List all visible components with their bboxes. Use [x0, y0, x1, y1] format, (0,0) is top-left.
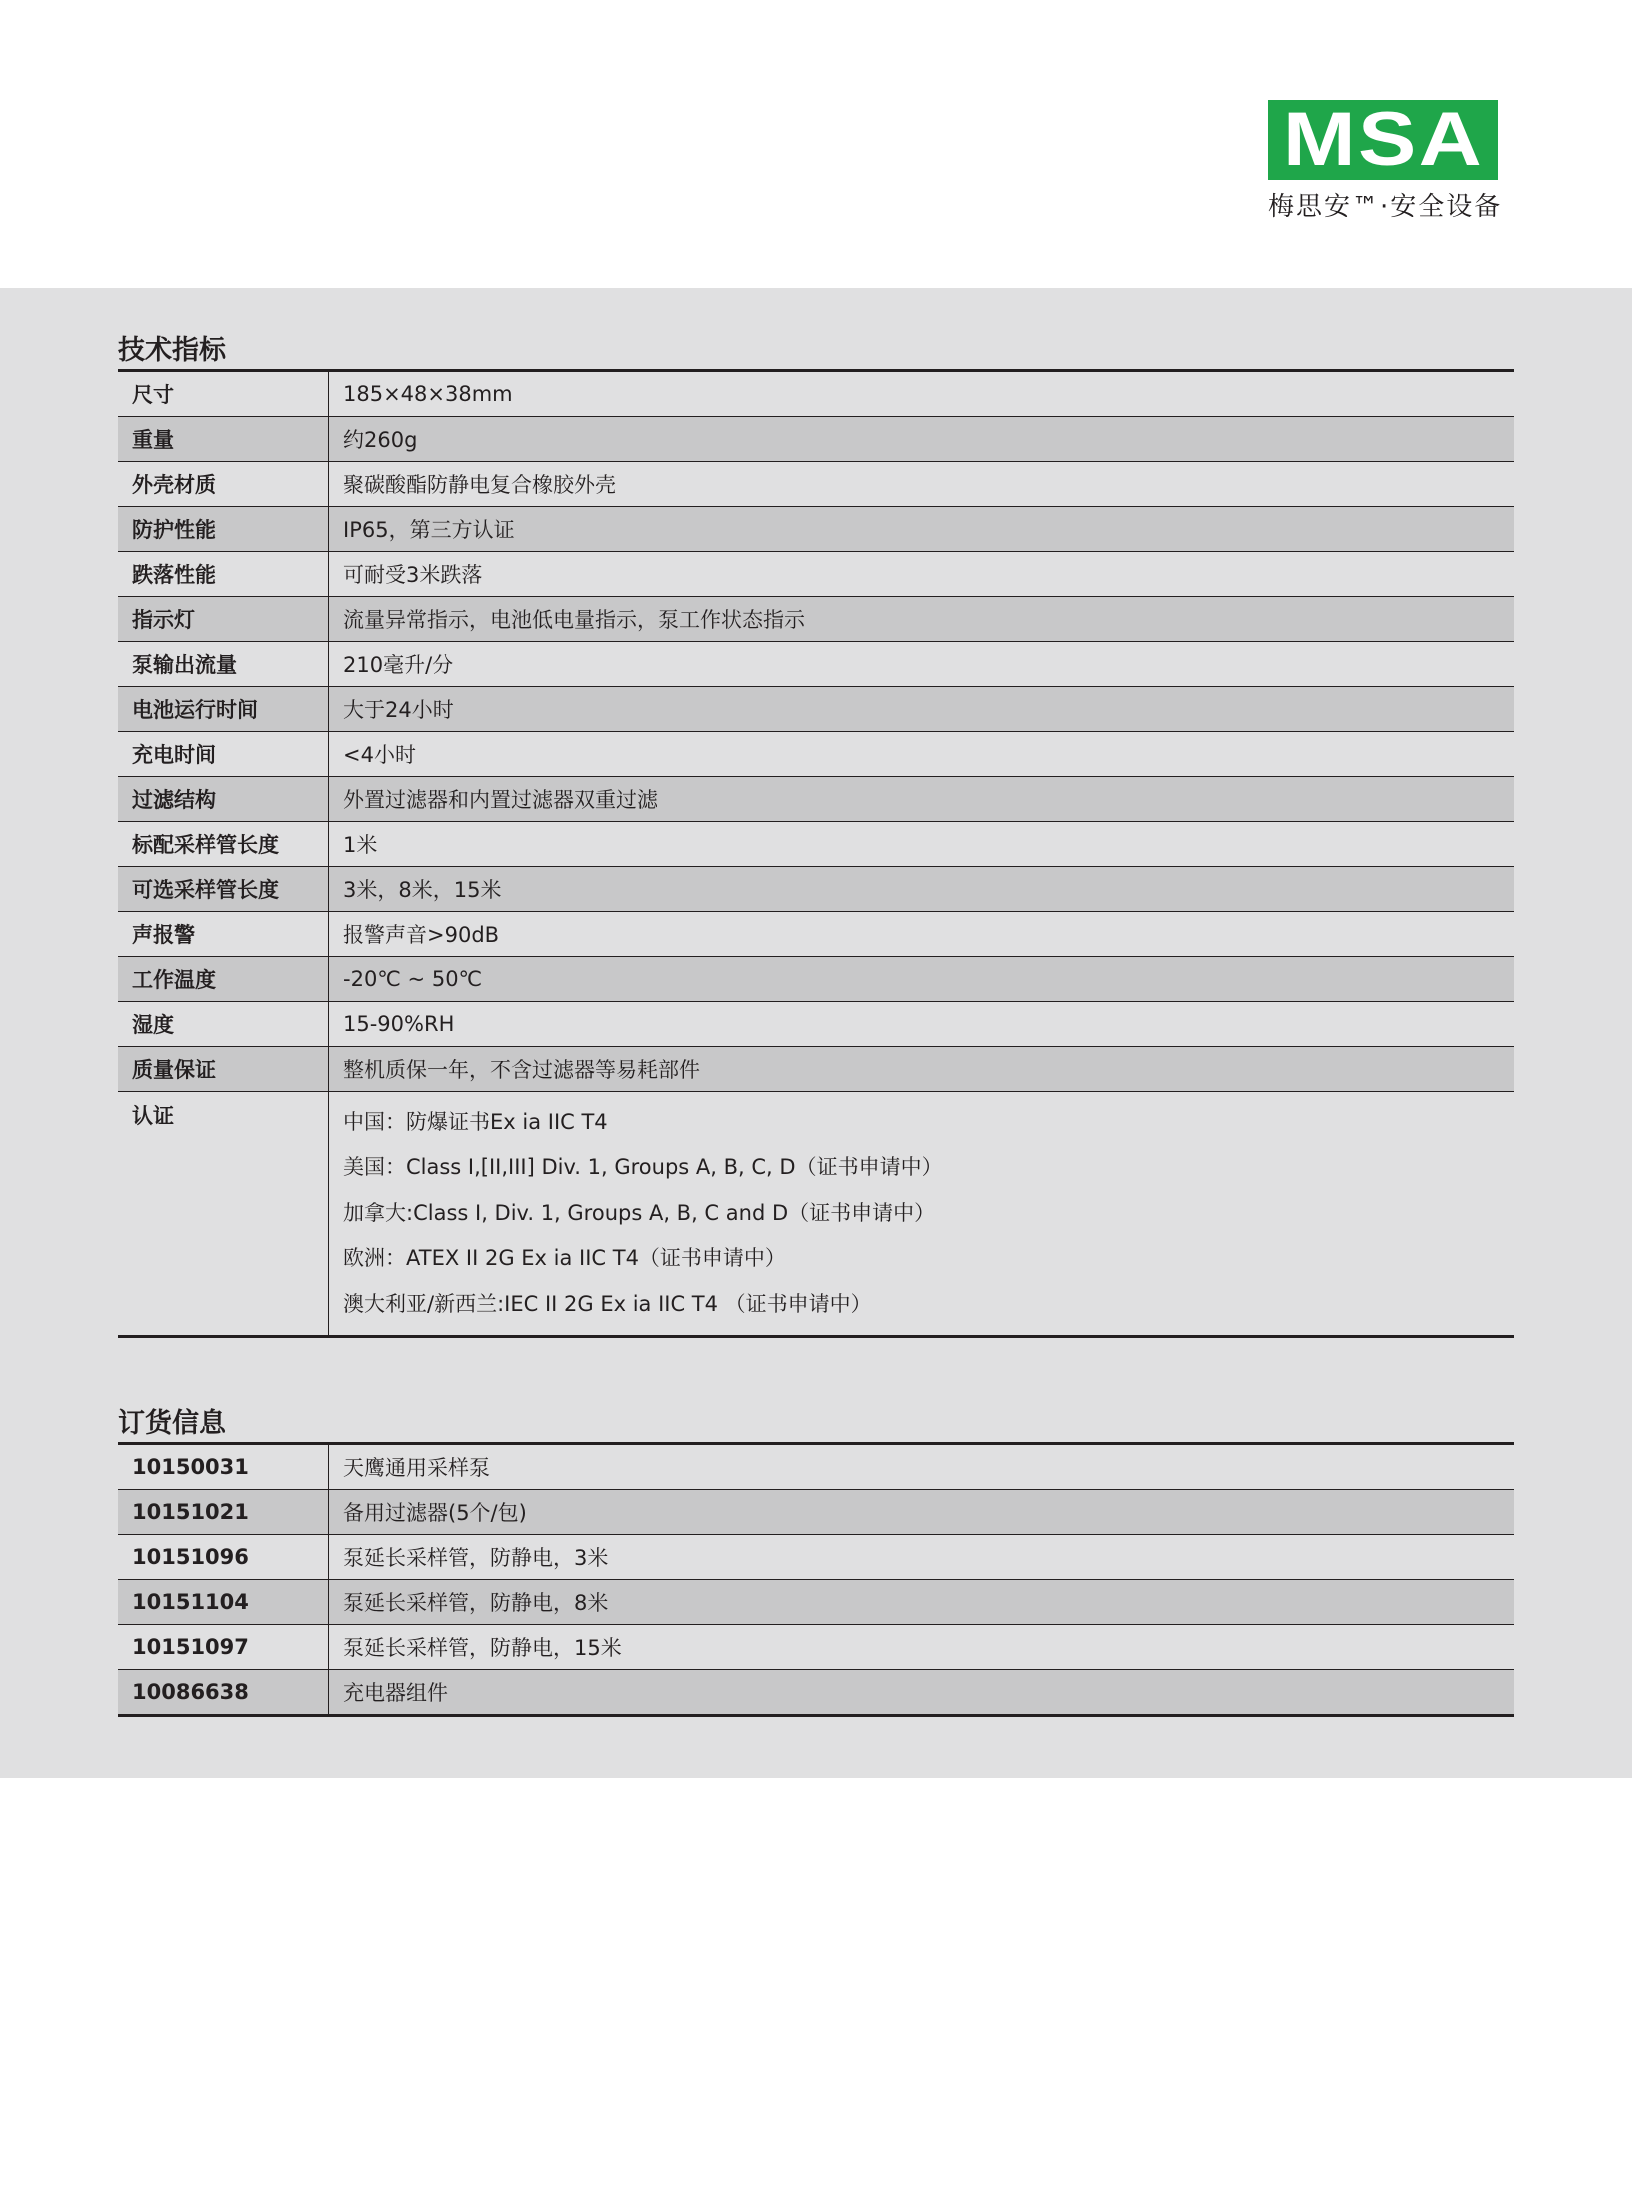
ordering-table: [118, 1442, 1514, 1717]
msa-logo: [1268, 97, 1503, 223]
spec-row: [118, 777, 1514, 822]
msa-logo-mark: [1268, 97, 1498, 182]
spec-value: -20℃ ~ 50℃: [329, 957, 1515, 1002]
spec-value: 1米: [329, 822, 1515, 867]
spec-value: IP65，第三方认证: [329, 507, 1515, 552]
spec-label: 外壳材质: [118, 462, 329, 507]
spec-label: 尺寸: [118, 371, 329, 417]
spec-label: 电池运行时间: [118, 687, 329, 732]
certification-line: 美国：Class I,[II,III] Div. 1, Groups A, B, C, D（证书申请中）: [343, 1155, 943, 1180]
spec-value: 185×48×38mm: [329, 371, 1515, 417]
spec-label: 重量: [118, 417, 329, 462]
part-number: 10086638: [118, 1670, 329, 1716]
spec-row: [118, 597, 1514, 642]
spec-row: [118, 642, 1514, 687]
spec-value: <4小时: [329, 732, 1515, 777]
logo-text: MSA: [1282, 97, 1484, 182]
spec-row: [118, 687, 1514, 732]
spec-row: [118, 1047, 1514, 1092]
spec-label: 认证: [118, 1092, 329, 1337]
part-number: 10151021: [118, 1490, 329, 1535]
spec-value: 大于24小时: [329, 687, 1515, 732]
spec-row: [118, 507, 1514, 552]
spec-value: 约260g: [329, 417, 1515, 462]
spec-label: 工作温度: [118, 957, 329, 1002]
spec-row: [118, 912, 1514, 957]
certification-line: 澳大利亚/新西兰:IEC II 2G Ex ia IIC T4 （证书申请中）: [343, 1291, 872, 1316]
spec-label: 充电时间: [118, 732, 329, 777]
spec-label: 跌落性能: [118, 552, 329, 597]
spec-label: 质量保证: [118, 1047, 329, 1092]
spec-row: [118, 867, 1514, 912]
specs-title: 技术指标: [118, 335, 226, 366]
part-description: 充电器组件: [329, 1670, 1515, 1716]
spec-label: 过滤结构: [118, 777, 329, 822]
certification-list: [329, 1092, 1515, 1337]
spec-label: 防护性能: [118, 507, 329, 552]
order-row: [118, 1580, 1514, 1625]
spec-value: 15-90%RH: [329, 1002, 1515, 1047]
spec-label: 可选采样管长度: [118, 867, 329, 912]
spec-row: [118, 732, 1514, 777]
order-row: [118, 1535, 1514, 1580]
part-description: 泵延长采样管，防静电，8米: [329, 1580, 1515, 1625]
certification-line: 中国：防爆证书Ex ia IIC T4: [343, 1110, 608, 1134]
certification-line: 加拿大:Class I, Div. 1, Groups A, B, C and D（证书申请中）: [343, 1200, 936, 1225]
spec-row: [118, 462, 1514, 507]
part-number: 10151096: [118, 1535, 329, 1580]
order-row: [118, 1490, 1514, 1535]
spec-row: [118, 552, 1514, 597]
part-description: 备用过滤器(5个/包): [329, 1490, 1515, 1535]
logo-tagline: 梅思安™·安全设备: [1268, 192, 1503, 222]
spec-row: [118, 417, 1514, 462]
ordering-title: 订货信息: [118, 1408, 226, 1439]
spec-row: [118, 822, 1514, 867]
part-description: 泵延长采样管，防静电，3米: [329, 1535, 1515, 1580]
spec-value: 可耐受3米跌落: [329, 552, 1515, 597]
spec-value: 3米，8米，15米: [329, 867, 1515, 912]
part-number: 10151104: [118, 1580, 329, 1625]
spec-value: 外置过滤器和内置过滤器双重过滤: [329, 777, 1515, 822]
part-number: 10150031: [118, 1444, 329, 1490]
spec-label: 标配采样管长度: [118, 822, 329, 867]
spec-label: 泵输出流量: [118, 642, 329, 687]
specs-table: [118, 369, 1514, 1338]
spec-label: 湿度: [118, 1002, 329, 1047]
spec-value: 流量异常指示，电池低电量指示，泵工作状态指示: [329, 597, 1515, 642]
spec-value: 报警声音>90dB: [329, 912, 1515, 957]
spec-row: [118, 1002, 1514, 1047]
order-row: [118, 1625, 1514, 1670]
order-row: [118, 1444, 1514, 1490]
certification-line: 欧洲：ATEX II 2G Ex ia IIC T4（证书申请中）: [343, 1246, 786, 1271]
part-description: 泵延长采样管，防静电，15米: [329, 1625, 1515, 1670]
spec-value: 210毫升/分: [329, 642, 1515, 687]
part-description: 天鹰通用采样泵: [329, 1444, 1515, 1490]
spec-label: 指示灯: [118, 597, 329, 642]
order-row: [118, 1670, 1514, 1716]
spec-label: 声报警: [118, 912, 329, 957]
spec-value: 整机质保一年，不含过滤器等易耗部件: [329, 1047, 1515, 1092]
part-number: 10151097: [118, 1625, 329, 1670]
spec-row-certification: [118, 1092, 1514, 1337]
spec-row: [118, 957, 1514, 1002]
spec-row: [118, 371, 1514, 417]
content-panel: [0, 288, 1632, 1778]
spec-value: 聚碳酸酯防静电复合橡胶外壳: [329, 462, 1515, 507]
